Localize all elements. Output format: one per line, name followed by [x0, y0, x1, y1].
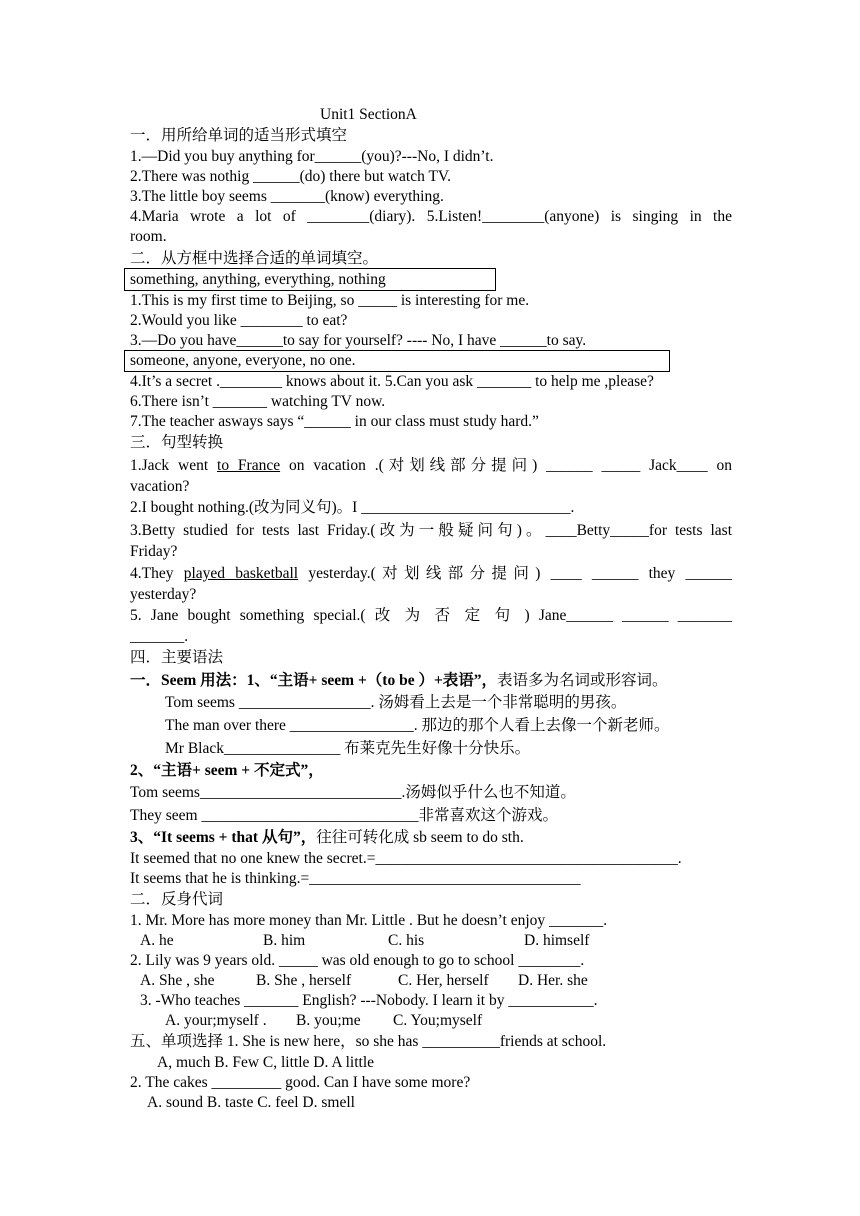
s2-question-6: 6.There isn’t _______ watching TV now. — [130, 393, 386, 410]
s2-question-1: 1.This is my first time to Beijing, so _____ is interesting for me. — [130, 292, 530, 309]
s1-question-4: 4.Maria wrote a lot of ________(diary). 5.Listen!________(anyone) is singing in the — [130, 208, 732, 225]
grammar-rule-1-rest: 表语多为名词或形容词。 — [497, 672, 668, 689]
s2-question-2: 2.Would you like ________ to eat? — [130, 312, 348, 329]
s5-q2-option-a: A. She , she — [140, 972, 215, 989]
s6-question-2: 2. The cakes _________ good. Can I have some more? — [130, 1074, 471, 1091]
grammar-rule-3 — [130, 828, 524, 848]
section-4-heading: 四．主要语法 — [130, 649, 224, 666]
page-title: Unit1 SectionA — [320, 106, 417, 123]
s6-q1-options: A, much B. Few C, little D. A little — [157, 1054, 374, 1071]
s5-question-2: 2. Lily was 9 years old. _____ was old enough to go to school ________. — [130, 952, 585, 969]
grammar-example-6: It seemed that no one knew the secret.=_______________________________________. — [130, 850, 682, 867]
s5-q2-option-b: B. She , herself — [256, 972, 352, 989]
s3-question-5: 5. Jane bought something special.( 改 为 否 定 句 ) Jane______ ______ _______ — [130, 607, 732, 624]
grammar-rule-2: 2、“主语+ seem + 不定式”， — [130, 762, 324, 779]
s3-question-3-cont: Friday? — [130, 543, 178, 560]
grammar-example-3: Mr Black_______________ 布莱克先生好像十分快乐。 — [165, 740, 531, 757]
s3-q4-part-a: 4.They — [130, 565, 184, 582]
s3-q1-part-a: 1.Jack went — [130, 457, 218, 474]
section-3-heading: 三．句型转换 — [130, 434, 224, 451]
grammar-rule-3-bold: 3、“It seems + that 从句”， — [130, 829, 317, 846]
section-1-heading: 一．用所给单词的适当形式填空 — [130, 127, 348, 144]
s3-question-2: 2.I bought nothing.(改为同义句)。I ___________________________. — [130, 499, 575, 516]
s5-q3-option-a: A. your;myself . — [165, 1012, 267, 1029]
grammar-example-2: The man over there ________________. 那边的那个人看上去像一个新老师。 — [165, 717, 670, 734]
s5-q2-option-d: D. Her. she — [518, 972, 588, 989]
s2-question-7: 7.The teacher asways says “______ in our class must study hard.” — [130, 413, 539, 430]
s5-question-3: 3. -Who teaches _______ English? ---Nobody. I learn it by ___________. — [140, 992, 598, 1009]
s3-q1-underlined: to France — [217, 457, 281, 474]
grammar-example-7: It seems that he is thinking.=___________________________________ — [130, 870, 581, 887]
s3-q1-part-b: on vacation .(对划线部分提问) ______ _____ Jack____ on — [280, 457, 732, 474]
s5-q3-option-c: C. You;myself — [393, 1012, 483, 1029]
grammar-example-5: They seem ____________________________非常喜欢这个游戏。 — [130, 807, 558, 824]
s5-q2-option-c: C. Her, herself — [398, 972, 489, 989]
s5-q1-option-a: A. he — [140, 932, 174, 949]
s5-q1-option-b: B. him — [263, 932, 306, 949]
s5-q1-option-c: C. his — [388, 932, 425, 949]
s3-question-1 — [130, 456, 732, 476]
s3-question-4-cont: yesterday? — [130, 586, 197, 603]
s3-question-3: 3.Betty studied for tests last Friday.(改为一般疑问句)。____Betty_____for tests last — [130, 522, 732, 539]
s5-q1-option-d: D. himself — [524, 932, 590, 949]
s5-q3-option-b: B. you;me — [296, 1012, 361, 1029]
grammar-example-4: Tom seems__________________________.汤姆似乎什么也不知道。 — [130, 784, 576, 801]
word-box-2-text: someone, anyone, everyone, no one. — [130, 352, 356, 369]
s1-question-3: 3.The little boy seems _______(know) everything. — [130, 188, 444, 205]
s6-q2-options: A. sound B. taste C. feel D. smell — [147, 1094, 355, 1111]
s3-question-4 — [130, 564, 732, 584]
s2-question-3: 3.—Do you have______to say for yourself? ---- No, I have ______to say. — [130, 332, 587, 349]
s2-question-4: 4.It’s a secret .________ knows about it. 5.Can you ask _______ to help me ,please? — [130, 373, 654, 390]
grammar-rule-1-bold: 一．Seem 用法：1、“主语+ seem +（to be ）+表语”， — [130, 672, 498, 689]
grammar-example-1: Tom seems _________________. 汤姆看上去是一个非常聪明的男孩。 — [165, 694, 627, 711]
s1-question-1: 1.—Did you buy anything for______(you)?---No, I didn’t. — [130, 148, 494, 165]
s3-q4-part-b: yesterday.(对划线部分提问) ____ ______ they ______ — [298, 565, 732, 582]
s1-question-2: 2.There was nothig ______(do) there but watch TV. — [130, 168, 451, 185]
section-5-heading: 二．反身代词 — [130, 891, 224, 908]
section-6-heading-question-1: 五、单项选择 1. She is new here，so she has __________friends at school. — [130, 1033, 607, 1050]
s3-question-5-cont: _______. — [130, 628, 189, 645]
grammar-rule-3-rest: 往往可转化成 sb seem to do sth. — [316, 829, 524, 846]
s5-question-1: 1. Mr. More has more money than Mr. Little . But he doesn’t enjoy _______. — [130, 912, 608, 929]
word-box-1-text: something, anything, everything, nothing — [130, 271, 386, 288]
s3-question-1-cont: vacation? — [130, 478, 190, 495]
s3-q4-underlined: played basketball — [183, 565, 299, 582]
s1-question-4-cont: room. — [130, 228, 167, 245]
grammar-rule-1 — [130, 671, 668, 691]
section-2-heading: 二．从方框中选择合适的单词填空。 — [130, 250, 379, 267]
